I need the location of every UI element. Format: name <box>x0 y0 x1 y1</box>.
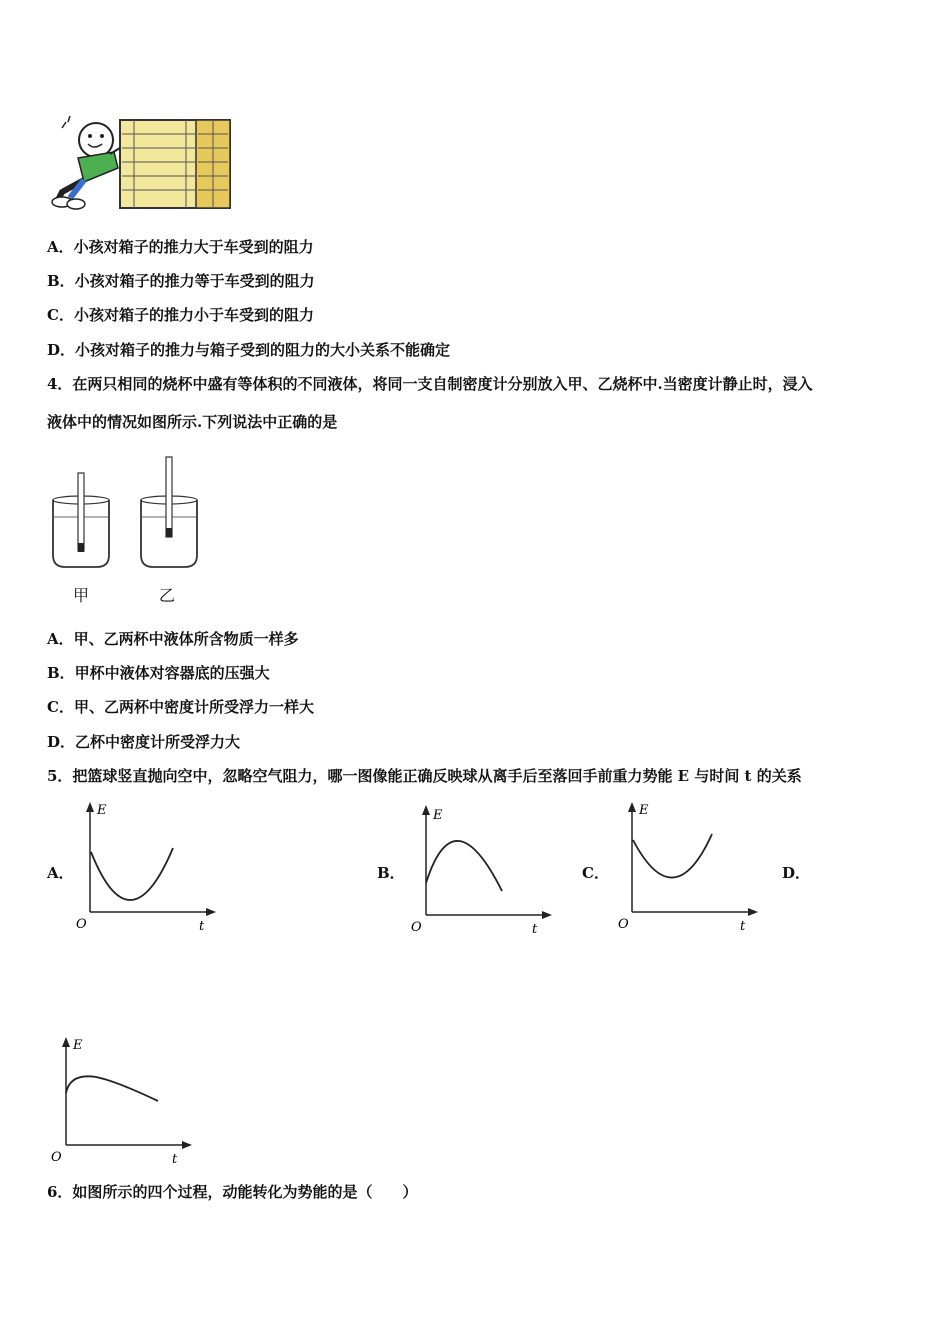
graph-a-origin: O <box>76 917 87 932</box>
child-pushing-box-illustration <box>48 112 238 212</box>
graph-c-origin: O <box>618 917 629 932</box>
beakers-figure <box>48 455 218 575</box>
q4-stem-line2: 液体中的情况如图所示.下列说法中正确的是 <box>47 413 338 431</box>
q4-option-a: A．甲、乙两杯中液体所含物质一样多 <box>47 630 299 648</box>
graph-a-y-label: E <box>97 803 107 818</box>
graph-b-origin: O <box>411 920 422 935</box>
beaker-label-yi: 乙 <box>159 586 176 605</box>
q5-option-d-label: D． <box>782 864 811 882</box>
q3-option-d: D．小孩对箱子的推力与箱子受到的阻力的大小关系不能确定 <box>47 341 451 359</box>
q4-stem-line1: 4．在两只相同的烧杯中盛有等体积的不同液体，将同一支自制密度计分别放入甲、乙烧杯中.当密度计静止时，浸入 <box>47 375 813 393</box>
q3-option-c: C．小孩对箱子的推力小于车受到的阻力 <box>47 306 314 324</box>
q3-option-b: B．小孩对箱子的推力等于车受到的阻力 <box>47 272 315 290</box>
q4-option-b: B．甲杯中液体对容器底的压强大 <box>47 664 270 682</box>
q5-option-a-label: A． <box>47 864 74 882</box>
q5-stem: 5．把篮球竖直抛向空中，忽略空气阻力，哪一图像能正确反映球从离手后至落回手前重力势能 E 与时间 t 的关系 <box>47 767 802 785</box>
beaker-label-jia: 甲 <box>73 586 90 605</box>
graph-d-x-label: t <box>172 1152 178 1167</box>
graph-d-origin: O <box>51 1150 62 1165</box>
graph-d-y-label: E <box>73 1038 83 1053</box>
graph-a-x-label: t <box>199 919 205 934</box>
q5-option-b-label: B． <box>377 864 405 882</box>
graph-b <box>406 803 556 938</box>
q3-option-a: A．小孩对箱子的推力大于车受到的阻力 <box>47 238 314 256</box>
graph-c-y-label: E <box>639 803 649 818</box>
graph-c-x-label: t <box>740 919 746 934</box>
q4-option-c: C．甲、乙两杯中密度计所受浮力一样大 <box>47 698 314 716</box>
graph-a <box>70 800 220 935</box>
q5-option-c-label: C． <box>582 864 609 882</box>
graph-b-y-label: E <box>433 808 443 823</box>
graph-b-x-label: t <box>532 922 538 937</box>
graph-d <box>46 1035 196 1165</box>
graph-c <box>612 800 762 935</box>
q4-option-d: D．乙杯中密度计所受浮力大 <box>47 733 241 751</box>
q6-stem: 6．如图所示的四个过程，动能转化为势能的是（ ） <box>47 1183 418 1201</box>
